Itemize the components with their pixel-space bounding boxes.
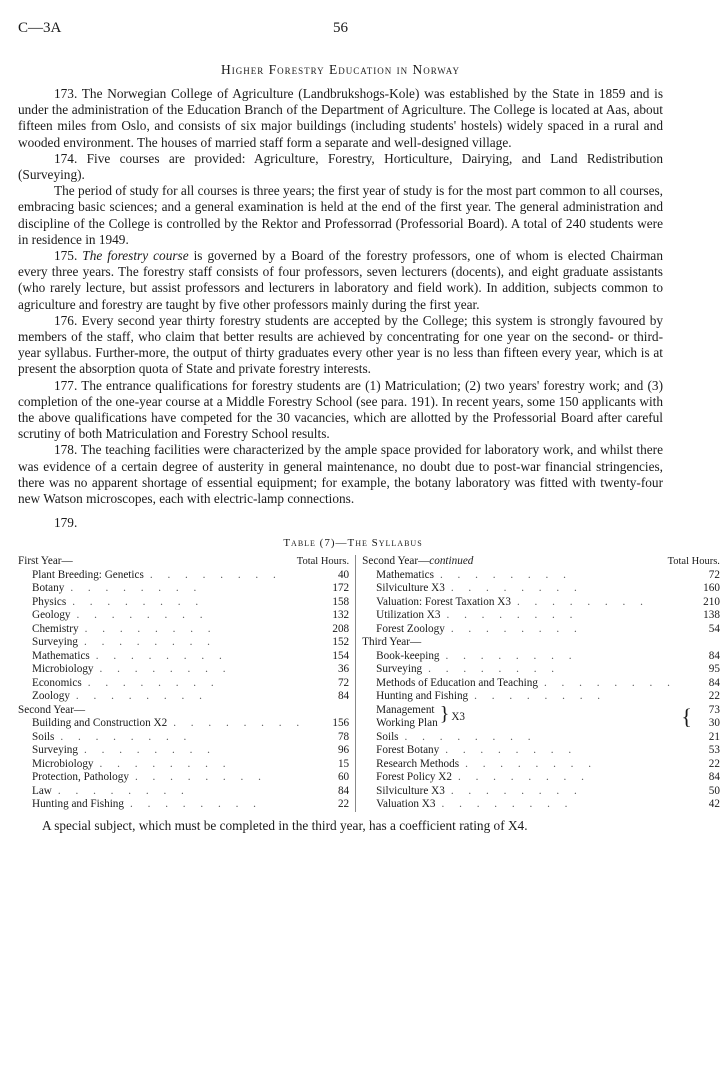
table-row: [18, 731, 349, 745]
table-row: [18, 798, 349, 812]
subject-name: [362, 677, 676, 691]
column-header: [362, 555, 720, 569]
table-row: [18, 650, 349, 664]
subject-name: [362, 785, 676, 799]
subject-label: Surveying: [32, 636, 78, 649]
section-label-third-year: Third Year—: [362, 636, 422, 649]
subject-label: Hunting and Fishing: [32, 798, 124, 811]
management-label: Management: [376, 703, 435, 716]
section-label-text: Second Year—: [362, 555, 430, 568]
subject-label: Valuation: Forest Taxation X3: [376, 595, 511, 608]
table-row: [362, 771, 720, 785]
section-title: Higher Forestry Education in Norway: [221, 62, 460, 77]
paragraph-text: The period of study for all courses is three years; the first year of study is for the most part common to all courses, embracing basic sciences; and a general examination is held at the end of the first year. The general administration and discipline of the College is controlled by the Rektor and Professorrad (Professorial Board). A total of 240 students were in residence in 1949.: [18, 183, 663, 247]
column-header: [18, 555, 349, 569]
leader-dots: . . . . . . . .: [84, 744, 216, 757]
hours-value: 172: [332, 582, 350, 595]
paragraph-text: Every second year thirty forestry students are accepted by the College; this system is strongly favoured by members of the staff, who claim that better results are achieved by concentrating for one year on the second- or third-year syllabus. Further-more, the output of thirty graduates every other year is no less than fifteen every year, which is at present the absorption quota of State and private forestry interests.: [18, 312, 663, 377]
paragraph: [18, 86, 663, 151]
table-row: [18, 582, 349, 596]
leader-dots: . . . . . . . .: [474, 690, 607, 703]
subject-name: [18, 569, 305, 583]
management-factor: X3: [451, 710, 465, 723]
leader-dots: . . . . . . . .: [543, 676, 676, 689]
document-page: [18, 20, 720, 834]
section-label-first-year: First Year—: [18, 555, 73, 568]
hours-value: 84: [708, 676, 720, 689]
leader-dots: . . . . . . . .: [134, 771, 267, 784]
paragraph-italic-lead: The forestry course: [82, 248, 189, 264]
section-label-second-year: Second Year—: [18, 703, 86, 716]
paragraph-text: The teaching facilities were characterized by the ample space provided for laboratory work, and whilst there was evidence of a certain degree of austerity in general maintenance, no doubt due to post-war financial stringencies, there was no apparent shortage of essential equipment; for example, the botany laboratory was fitted with twenty-four new Watson microscopes, each with electric-lamp connections.: [18, 442, 663, 507]
subject-label: Valuation X3: [376, 798, 436, 811]
paragraph: [18, 378, 663, 443]
leader-dots: . . . . . . . .: [57, 784, 190, 797]
leader-dots: . . . . . . . .: [84, 622, 217, 635]
body-paragraphs: [18, 86, 663, 507]
paragraph-number: 173.: [54, 86, 78, 101]
hours-value: 22: [708, 757, 720, 770]
hours-value: 208: [332, 622, 350, 635]
hours-value: 72: [708, 568, 720, 581]
subject-name: [362, 609, 676, 623]
hours-value: 42: [708, 798, 720, 811]
subject-name: [18, 650, 305, 664]
subject-label: Forest Policy X2: [376, 771, 452, 784]
management-working-plan-row: [362, 704, 720, 731]
subject-name: [18, 636, 305, 650]
subject-label: Chemistry: [32, 622, 79, 635]
hours-value: 158: [332, 595, 350, 608]
subject-name: [18, 798, 305, 812]
subject-label: Research Methods: [376, 757, 460, 770]
hours-value: 22: [337, 798, 350, 811]
subject-name: [18, 771, 305, 785]
table-row: [18, 744, 349, 758]
subject-name: [18, 677, 305, 691]
paragraph-number: 175.: [54, 248, 78, 264]
section-label-italic: continued: [429, 555, 474, 568]
subject-name: [362, 623, 676, 637]
hours-value: 132: [332, 609, 350, 622]
table-row: [362, 785, 720, 799]
hours-value: 40: [337, 568, 350, 581]
subject-name: [362, 771, 676, 785]
subject-label: Methods of Education and Teaching: [376, 676, 538, 689]
hours-value: 154: [332, 649, 350, 662]
leader-dots: . . . . . . . .: [404, 730, 537, 743]
table-row: [18, 636, 349, 650]
subject-name: [362, 744, 676, 758]
leader-dots: . . . . . . . .: [428, 663, 561, 676]
subject-name: [362, 650, 676, 664]
subject-name: [362, 596, 676, 610]
table-row: [362, 582, 720, 596]
subject-label: Forest Botany: [376, 744, 440, 757]
section-label-second-year-continued: [362, 555, 662, 569]
subject-label: Hunting and Fishing: [376, 690, 469, 703]
subject-label: Protection, Pathology: [32, 771, 129, 784]
paragraph: [18, 442, 663, 507]
subject-name: [362, 569, 676, 583]
table-row: [18, 569, 349, 583]
table-row: [362, 596, 720, 610]
subject-label: Physics: [32, 595, 67, 608]
hours-value: 156: [332, 717, 350, 730]
hours-value: 84: [337, 690, 350, 703]
leader-dots: . . . . . . . .: [130, 798, 262, 811]
table-row: [18, 771, 349, 785]
table-row: [18, 758, 349, 772]
subject-label: Surveying: [376, 663, 423, 676]
subject-name: [18, 785, 305, 799]
hours-value: 36: [337, 663, 350, 676]
table-row: [18, 663, 349, 677]
hours-value: 95: [708, 663, 720, 676]
subject-label: Soils: [376, 730, 399, 743]
leader-dots: . . . . . . . .: [439, 568, 572, 581]
table-caption: Table (7)—The Syllabus: [283, 537, 423, 550]
hours-value: 152: [332, 636, 350, 649]
hours-value: 210: [703, 595, 720, 608]
paragraph-text: is governed by a Board of the forestry professors, one of whom is elected Chairman every three years. The forestry staff consists of four professors, seven lecturers (docents), and eight graduate assistants (who rarely lecture, but assist professors and lecturers in laboratory and field work). In addition, subjects common to agriculture and forestry are taught by five other professors mainly during the first year.: [18, 248, 663, 312]
subject-name: [18, 596, 305, 610]
subject-name: [18, 609, 305, 623]
working-plan-label: Working Plan: [376, 717, 438, 730]
subject-label: Microbiology: [32, 757, 94, 770]
subject-name: [18, 731, 305, 745]
subject-name: [18, 690, 305, 704]
subject-name: [362, 798, 676, 812]
table-row: [362, 677, 720, 691]
paragraph-number: 174.: [54, 150, 78, 166]
subject-name: [18, 582, 305, 596]
subject-label: Forest Zoology: [376, 622, 445, 635]
hours-value: 72: [337, 676, 350, 689]
leader-dots: . . . . . . . .: [465, 757, 598, 770]
subject-name: [362, 731, 676, 745]
management-hours: [694, 704, 720, 731]
leader-dots: . . . . . . . .: [76, 609, 209, 622]
leader-dots: . . . . . . . .: [173, 717, 306, 730]
hours-value: 160: [703, 582, 720, 595]
leader-dots: . . . . . . . .: [84, 636, 216, 649]
subject-label: Silviculture X3: [376, 784, 445, 797]
paragraph-number: 178.: [54, 442, 78, 458]
subject-label: Mathematics: [32, 649, 90, 662]
brace-icon: }: [439, 702, 450, 725]
hours-value: 22: [708, 690, 720, 703]
paragraph-number: 177.: [54, 377, 78, 393]
subject-name: [18, 744, 305, 758]
subject-label: Building and Construction X2: [32, 717, 168, 730]
leader-dots: . . . . . . . .: [75, 690, 208, 703]
table-row: [18, 785, 349, 799]
table-row: [362, 758, 720, 772]
table-row: [18, 623, 349, 637]
leader-dots: . . . . . . . .: [72, 595, 205, 608]
hours-value: 15: [337, 757, 350, 770]
leader-dots: . . . . . . . .: [87, 676, 220, 689]
table-row: [18, 717, 349, 731]
paragraph-number: 176.: [54, 312, 78, 328]
subject-label: Geology: [32, 609, 71, 622]
table-row: [362, 623, 720, 637]
subject-name: [362, 582, 676, 596]
hours-value: 21: [708, 730, 720, 743]
paragraph: [18, 151, 663, 183]
subject-label: Book-keeping: [376, 649, 440, 662]
syllabus-left-column: [18, 555, 355, 812]
brace-left-icon: {: [681, 703, 692, 729]
table-row: [362, 609, 720, 623]
footer-note: A special subject, which must be completed in the third year, has a coefficient rating of X4.: [42, 817, 528, 833]
hours-value: 53: [708, 744, 720, 757]
paragraph: [18, 183, 663, 248]
hours-value: 84: [708, 771, 720, 784]
hours-value: 84: [337, 784, 350, 797]
table-row: [18, 690, 349, 704]
page-number: 56: [333, 20, 348, 36]
paragraph: [18, 313, 663, 378]
subject-label: Plant Breeding: Genetics: [32, 568, 144, 581]
subject-label: Economics: [32, 676, 82, 689]
management-names: [362, 704, 438, 731]
paragraph-text: The entrance qualifications for forestry students are (1) Matriculation; (2) two years' forestry work; and (3) completion of the one-year course at a Middle Forestry School (see para. 191). In recent years, some 150 applicants with the above qualifications have competed for the 30 vacancies, which are allotted by the Professorial Board after careful scrutiny of both Matriculation and Forestry School results.: [18, 377, 664, 442]
hours-value: 50: [708, 784, 720, 797]
doc-reference: C—3A: [18, 20, 62, 36]
leader-dots: . . . . . . . .: [516, 595, 649, 608]
table-row: [362, 650, 720, 664]
total-hours-label: Total Hours.: [667, 556, 720, 568]
subject-label: Zoology: [32, 690, 70, 703]
leader-dots: . . . . . . . .: [95, 649, 228, 662]
table-row: [362, 731, 720, 745]
hours-value: 84: [708, 649, 720, 662]
leader-dots: . . . . . . . .: [445, 649, 578, 662]
subject-label: Botany: [32, 582, 65, 595]
subject-label: Microbiology: [32, 663, 94, 676]
subject-name: [18, 663, 305, 677]
subject-label: Soils: [32, 730, 55, 743]
subject-name: [18, 623, 305, 637]
leader-dots: . . . . . . . .: [99, 663, 232, 676]
paragraph-text: Five courses are provided: Agriculture, Forestry, Horticulture, Dairying, and Land Redistribution (Surveying).: [18, 150, 663, 183]
syllabus-table: [18, 555, 720, 812]
hours-value: 54: [708, 622, 720, 635]
paragraph-179-number: 179.: [54, 515, 78, 531]
table-row: [362, 798, 720, 812]
hours-value: 138: [703, 609, 720, 622]
table-row: [18, 609, 349, 623]
leader-dots: . . . . . . . .: [445, 744, 578, 757]
subject-label: Law: [32, 784, 52, 797]
leader-dots: . . . . . . . .: [446, 609, 579, 622]
leader-dots: . . . . . . . .: [450, 622, 583, 635]
table-row: [362, 569, 720, 583]
leader-dots: . . . . . . . .: [60, 730, 193, 743]
leader-dots: . . . . . . . .: [149, 568, 282, 581]
hours-value: 78: [337, 730, 350, 743]
leader-dots: . . . . . . . .: [450, 582, 583, 595]
subject-label: Surveying: [32, 744, 78, 757]
table-row: [362, 690, 720, 704]
subject-name: [362, 663, 676, 677]
subject-name: [362, 758, 676, 772]
table-row: [18, 596, 349, 610]
page-header: [18, 20, 663, 42]
table-row: [362, 744, 720, 758]
subject-label: Silviculture X3: [376, 582, 445, 595]
leader-dots: . . . . . . . .: [70, 582, 203, 595]
hours-value: 60: [337, 771, 350, 784]
leader-dots: . . . . . . . .: [450, 784, 583, 797]
syllabus-right-column: [355, 555, 720, 812]
subject-name: [18, 758, 305, 772]
leader-dots: . . . . . . . .: [441, 798, 574, 811]
table-row: [18, 677, 349, 691]
leader-dots: . . . . . . . .: [457, 771, 590, 784]
management-hours-1: 73: [708, 703, 720, 716]
paragraph: [18, 248, 663, 313]
subject-name: [362, 690, 676, 704]
hours-value: 96: [337, 744, 350, 757]
leader-dots: . . . . . . . .: [99, 757, 232, 770]
subject-label: Utilization X3: [376, 609, 441, 622]
subject-name: [18, 717, 305, 731]
total-hours-label: Total Hours.: [296, 556, 350, 568]
table-row: [362, 663, 720, 677]
subject-label: Mathematics: [376, 568, 434, 581]
management-hours-2: 30: [708, 717, 720, 730]
paragraph-text: The Norwegian College of Agriculture (Landbrukshogs-Kole) was established by the State in 1859 and is under the administration of the Education Branch of the Department of Agriculture. The College is located at Aas, about fifteen miles from Oslo, and consists of six major buildings (including students' hostels) widely spaced in a rural and wooded environment. The houses of married staff form a separate and well-designed village.: [18, 86, 663, 150]
